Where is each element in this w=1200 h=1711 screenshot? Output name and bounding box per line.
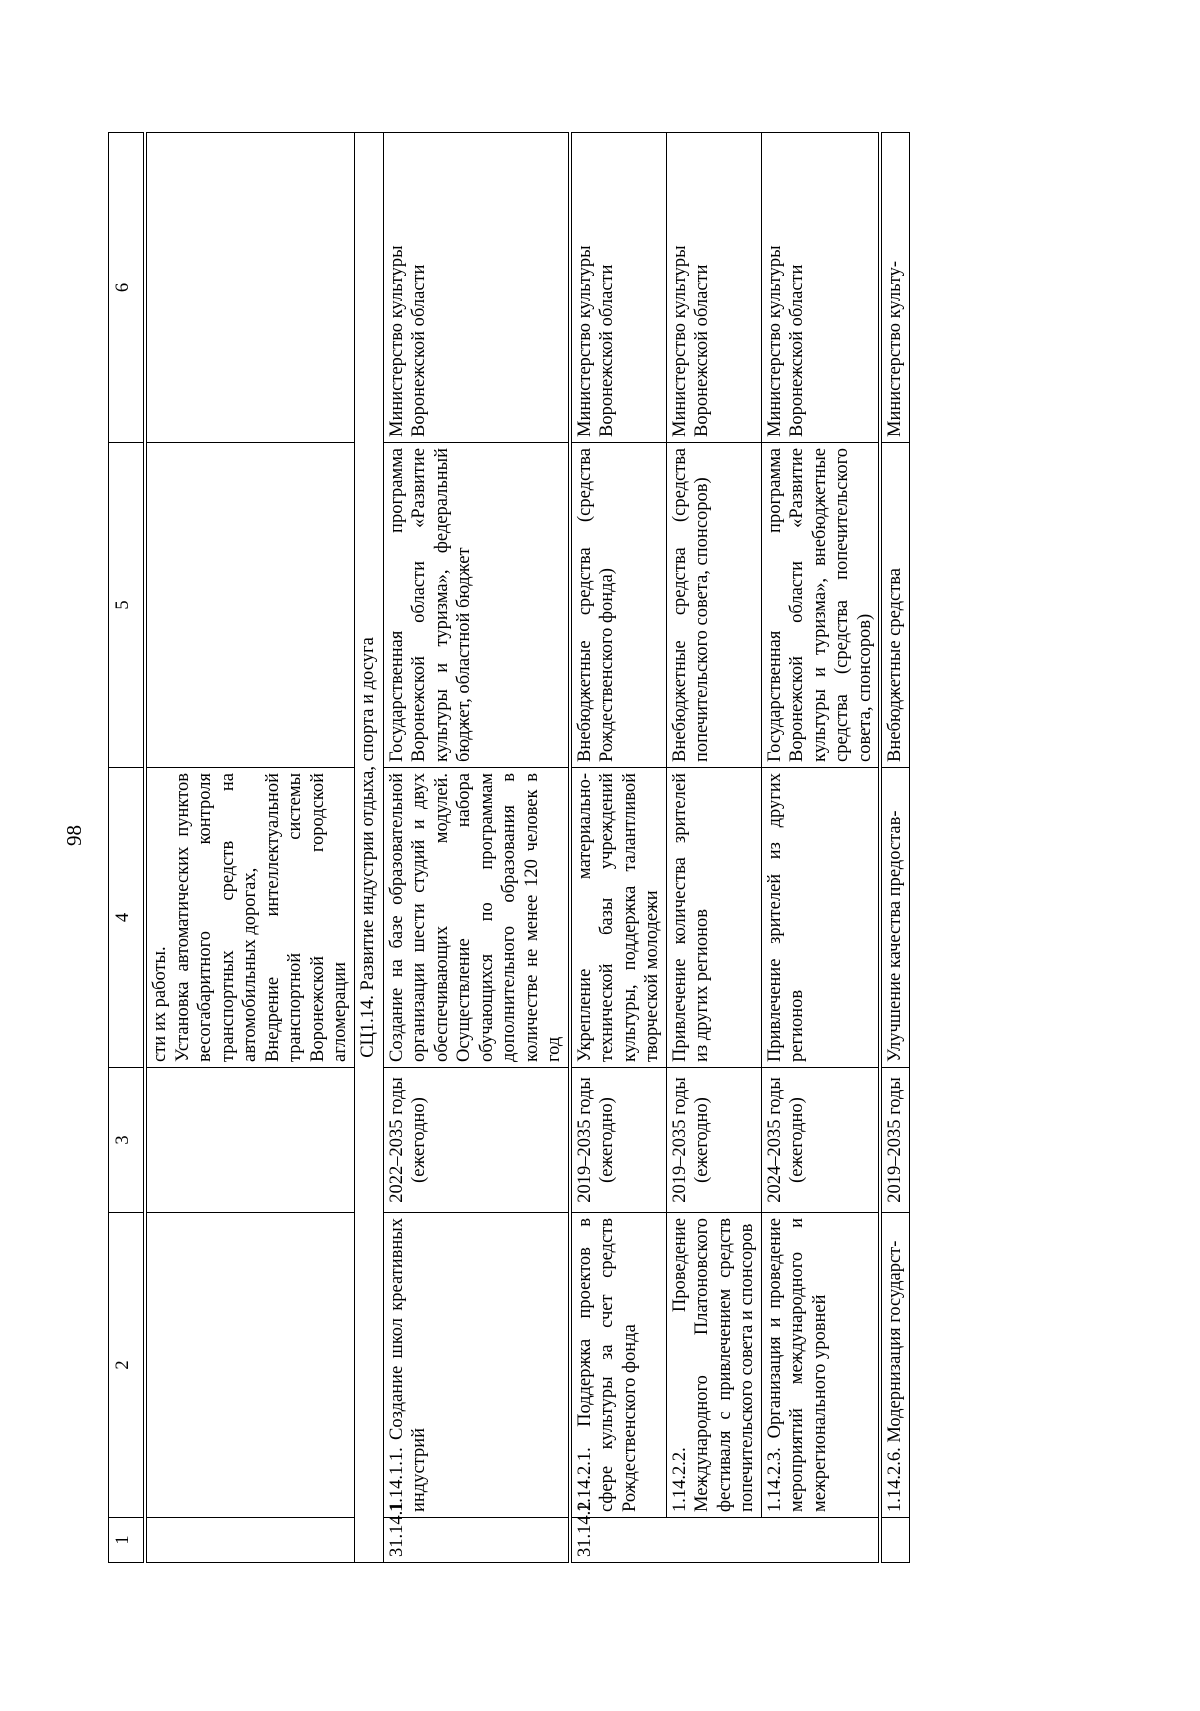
row-result: Улучшение качества предостав-	[882, 768, 910, 1068]
row-result: Привлечение количества зрителей из других регионов	[666, 768, 761, 1068]
row-period: 2019–2035 годы	[882, 1068, 910, 1213]
continuation-text: сти их работы. Установка автоматических пунктов весогабаритного контроля транспортных средств на автомобильных дорогах, Внедрение интеллектуальной транспортной системы Воронежской городской агломерации	[147, 768, 355, 1068]
row-period: 2024–2035 годы (ежегодно)	[761, 1068, 879, 1213]
section-row	[354, 133, 383, 1563]
row-executor: Министерство культуры Воронежской области	[383, 133, 568, 443]
row-period: 2022–2035 годы (ежегодно)	[383, 1068, 568, 1213]
header-cell: 1	[109, 1518, 144, 1563]
section-title: СЦ1.14. Развитие индустрии отдыха, спорта и досуга	[354, 133, 383, 1563]
continuation-row	[147, 133, 355, 1563]
header-cell: 4	[109, 768, 144, 1068]
table-row	[882, 133, 910, 1563]
page-number: 98	[62, 825, 86, 846]
header-cell: 2	[109, 1213, 144, 1518]
row-period: 2019–2035 годы (ежегодно)	[571, 1068, 666, 1213]
header-cell: 3	[109, 1068, 144, 1213]
header-row	[109, 133, 144, 1563]
row-code	[882, 1518, 910, 1563]
row-code: 31.14.2	[571, 1518, 879, 1563]
row-executor: Министерство культу-	[882, 133, 910, 443]
row-name: 1.14.2.2. Проведение Международного Платоновского фестиваля с привлечением средств попечительского совета и спонсоров	[666, 1213, 761, 1518]
row-name: 1.14.1.1. Создание школ креативных индустрий	[383, 1213, 568, 1518]
header-cell: 6	[109, 133, 144, 443]
row-name: 1.14.2.6. Модернизация государст-	[882, 1213, 910, 1518]
plan-table	[108, 132, 910, 1563]
row-source: Внебюджетные средства (средства Рождественского фонда)	[571, 443, 666, 768]
row-code: 31.14.1	[383, 1518, 568, 1563]
row-executor: Министерство культуры Воронежской области	[761, 133, 879, 443]
rotated-table-page	[108, 133, 1088, 1563]
row-name: 1.14.2.1. Поддержка проектов в сфере культуры за счет средств Рождественского фонда	[571, 1213, 666, 1518]
row-executor: Министерство культуры Воронежской области	[666, 133, 761, 443]
table-row	[761, 133, 879, 1563]
row-source: Внебюджетные средства (средства попечительского совета, спонсоров)	[666, 443, 761, 768]
table-row	[571, 133, 666, 1563]
row-source: Государственная программа Воронежской области «Развитие культуры и туризма», внебюджетные средства (средства попечительского совета, спонсоров)	[761, 443, 879, 768]
row-name: 1.14.2.3. Организация и проведение мероприятий международного и межрегионального уровней	[761, 1213, 879, 1518]
table-row	[383, 133, 568, 1563]
table-row	[666, 133, 761, 1563]
row-result: Создание на базе образовательной организации шести студий и двух обеспечивающих модулей. Осуществление набора обучающихся по программам дополнительного образования в количестве не менее 120 человек в год	[383, 768, 568, 1068]
row-result: Укрепление материально-технической базы учреждений культуры, поддержка талантливой творческой молодежи	[571, 768, 666, 1068]
row-result: Привлечение зрителей из других регионов	[761, 768, 879, 1068]
row-period: 2019–2035 годы (ежегодно)	[666, 1068, 761, 1213]
row-source: Государственная программа Воронежской области «Развитие культуры и туризма», федеральный бюджет, областной бюджет	[383, 443, 568, 768]
row-source: Внебюджетные средства	[882, 443, 910, 768]
row-executor: Министерство культуры Воронежской области	[571, 133, 666, 443]
header-cell: 5	[109, 443, 144, 768]
